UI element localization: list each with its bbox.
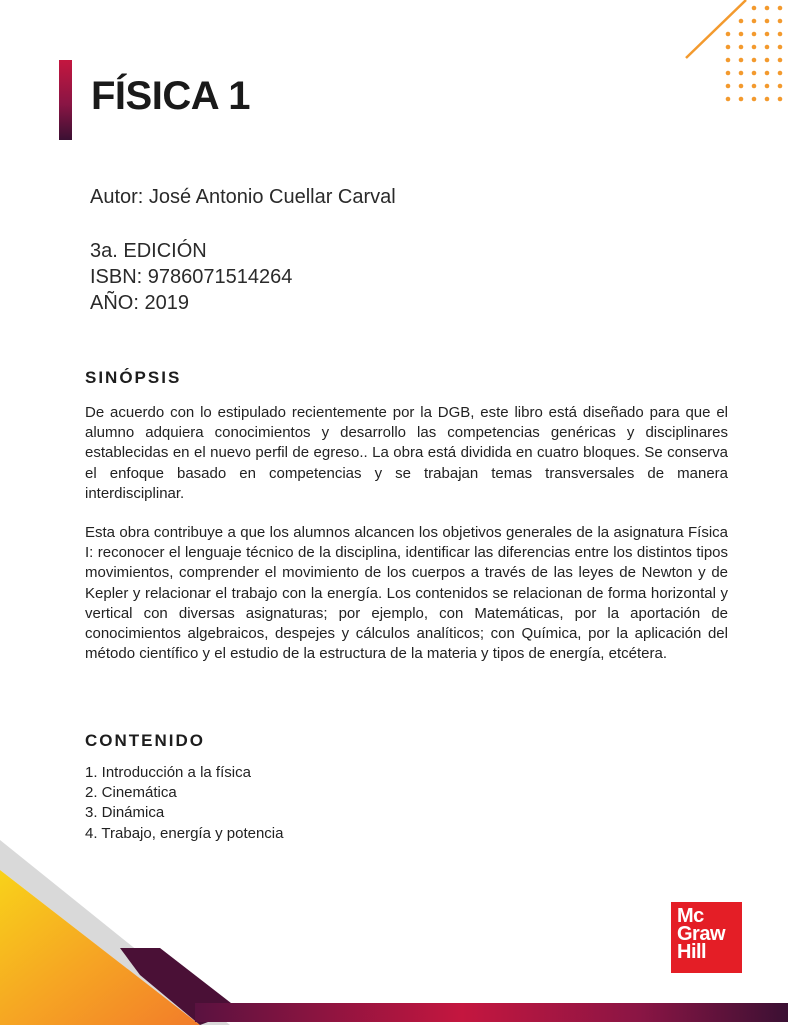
dot [739, 58, 744, 63]
dot [752, 6, 757, 11]
title-accent-bar [59, 60, 72, 140]
dot [765, 19, 770, 24]
bottom-corner-decoration [0, 830, 788, 1025]
list-item: 2. Cinemática [85, 784, 177, 802]
dot [765, 58, 770, 63]
edition-block [90, 238, 292, 316]
dot [726, 45, 731, 50]
dot [778, 71, 783, 76]
list-item: 1. Introducción a la física [85, 764, 251, 781]
dot [752, 58, 757, 63]
page-title: FÍSICA 1 [91, 74, 250, 118]
list-item: 3. Dinámica [85, 804, 165, 822]
dot [765, 32, 770, 37]
corner-dots-decoration [680, 0, 788, 115]
dot [739, 97, 744, 102]
dot [778, 84, 783, 89]
dot [752, 71, 757, 76]
dot [752, 19, 757, 24]
dot [765, 71, 770, 76]
dot [778, 32, 783, 37]
edition-text: 3a. EDICIÓN [90, 240, 207, 262]
dot [726, 71, 731, 76]
dot [765, 97, 770, 102]
logo-line-1: Mc [677, 905, 704, 927]
dot [765, 84, 770, 89]
dot [739, 19, 744, 24]
dot [752, 84, 757, 89]
dot [739, 84, 744, 89]
dot [752, 32, 757, 37]
dot [739, 32, 744, 37]
dot [778, 58, 783, 63]
dot [726, 97, 731, 102]
year-text: AÑO: 2019 [90, 292, 189, 314]
sinopsis-heading: SINÓPSIS [85, 368, 182, 387]
author-line: Autor: José Antonio Cuellar Carval [90, 186, 396, 208]
dot [765, 6, 770, 11]
list-item: 4. Trabajo, energía y potencia [85, 824, 284, 842]
dot [778, 45, 783, 50]
contenido-heading: CONTENIDO [85, 731, 205, 750]
dot [726, 84, 731, 89]
isbn-text: ISBN: 9786071514264 [90, 266, 293, 288]
dot [778, 97, 783, 102]
dot [752, 45, 757, 50]
logo-line-2: Graw [677, 923, 726, 945]
dot [726, 58, 731, 63]
sinopsis-paragraph-1: De acuerdo con lo estipulado recientemente por la DGB, este libro está diseñado para que el alumno adquiera conocimientos y desarrollo las competencias genéricas y disciplinares establecidas en el nuevo perfil de egreso.. La obra está dividida en cuatro bloques. Se conserva el enfoque basado en competencias y se trabajan temas transversales de manera interdisciplinar. [85, 404, 728, 502]
dot [752, 97, 757, 102]
dot [778, 6, 783, 11]
mcgraw-hill-logo [671, 902, 742, 973]
logo-line-3: Hill [677, 941, 707, 963]
dot [726, 32, 731, 37]
dot [765, 45, 770, 50]
dot [778, 19, 783, 24]
dot [739, 71, 744, 76]
dot [739, 45, 744, 50]
sinopsis-paragraph-2: Esta obra contribuye a que los alumnos alcancen los objetivos generales de la asignatura Física I: reconocer el lenguaje técnico de la disciplina, identificar las diferencias entre los distintos tipos movimientos, comprender el movimiento de los cuerpos a través de las leyes de Newton y de Kepler y relacionar el trabajo con la energía. Los contenidos se relacionan de forma horizontal y vertical con diversas asignaturas; por ejemplo, con Matemáticas, por la aportación de conocimientos algebraicos, despejes y cálculos analíticos; con Química, por la aplicación del método científico y el estudio de la estructura de la materia y tipos de energía, etcétera. [85, 524, 728, 663]
